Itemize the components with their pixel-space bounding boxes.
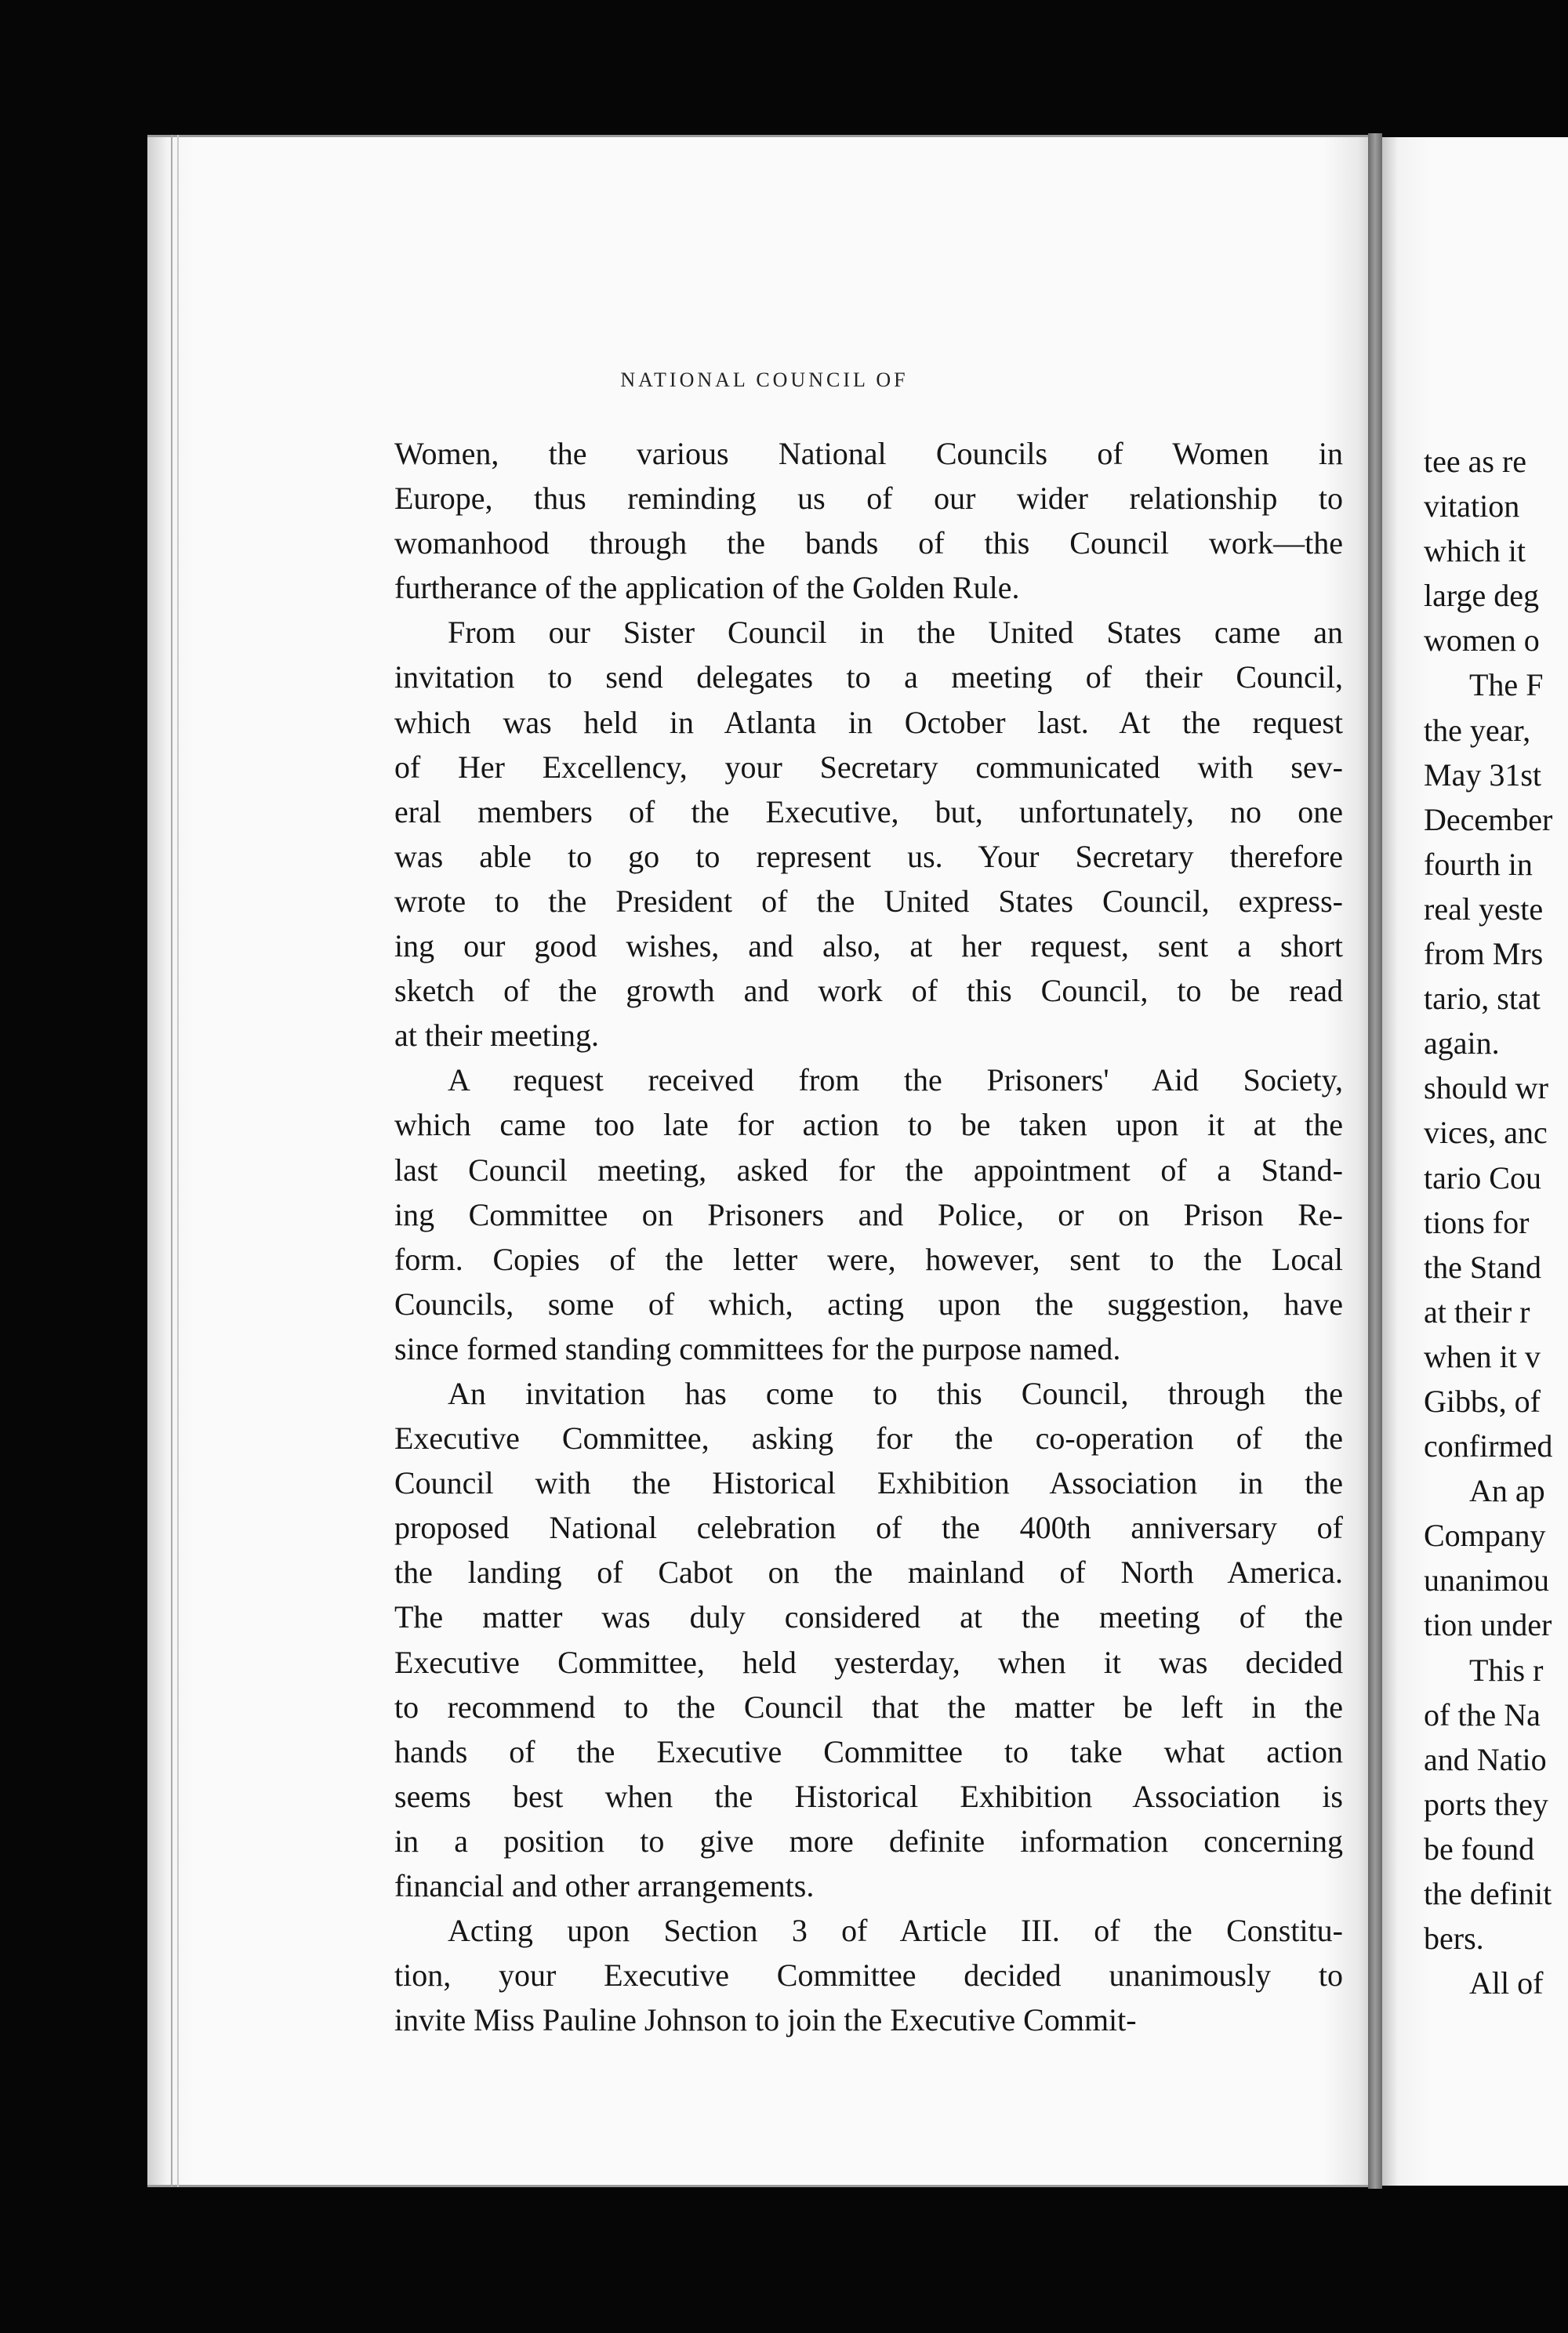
text-line: last Council meeting, asked for the appointment of a Stand- bbox=[394, 1152, 1343, 1188]
text-line: of Her Excellency, your Secretary communicated with sev- bbox=[394, 749, 1343, 785]
text-line: ing our good wishes, and also, at her request, sent a short bbox=[394, 928, 1343, 964]
text-line: confirmed bbox=[1424, 1428, 1553, 1464]
text-line: to recommend to the Council that the matter be left in the bbox=[394, 1689, 1343, 1725]
text-line: wrote to the President of the United States Council, express- bbox=[394, 883, 1343, 919]
text-line: which came too late for action to be taken upon it at the bbox=[394, 1107, 1343, 1143]
text-line: and Natio bbox=[1424, 1741, 1547, 1777]
left-page-text bbox=[394, 431, 1343, 2042]
text-line: real yeste bbox=[1424, 891, 1544, 927]
text-line: the landing of Cabot on the mainland of North America. bbox=[394, 1555, 1343, 1591]
book-gutter bbox=[1368, 133, 1382, 2189]
text-line: should wr bbox=[1424, 1070, 1548, 1106]
text-line: tion, your Executive Committee decided unanimously to bbox=[394, 1957, 1343, 1994]
text-line: Council with the Historical Exhibition Association in the bbox=[394, 1465, 1343, 1501]
text-line: From our Sister Council in the United States came an bbox=[448, 615, 1343, 651]
text-line: An ap bbox=[1469, 1473, 1545, 1509]
text-line: tario Cou bbox=[1424, 1159, 1541, 1196]
text-line: Executive Committee, asking for the co-operation of the bbox=[394, 1420, 1343, 1457]
text-line: of the Na bbox=[1424, 1696, 1541, 1733]
text-line: tion under bbox=[1424, 1607, 1552, 1643]
text-line: The matter was duly considered at the meeting of the bbox=[394, 1599, 1343, 1635]
text-line: large deg bbox=[1424, 578, 1539, 614]
text-line: December bbox=[1424, 801, 1553, 837]
text-line: invitation to send delegates to a meeting of their Council, bbox=[394, 659, 1343, 695]
text-line: since formed standing committees for the purpose named. bbox=[394, 1330, 1121, 1366]
text-line: from Mrs bbox=[1424, 936, 1544, 972]
text-line: tee as re bbox=[1424, 444, 1527, 479]
text-line: proposed National celebration of the 400th anniversary of bbox=[394, 1510, 1343, 1546]
text-line: Women, the various National Councils of Women in bbox=[394, 436, 1343, 471]
text-line: tario, stat bbox=[1424, 981, 1541, 1017]
text-line: the definit bbox=[1424, 1876, 1552, 1911]
text-line: women o bbox=[1424, 622, 1540, 659]
text-line: in a position to give more definite information concerning bbox=[394, 1823, 1343, 1859]
text-line: bers. bbox=[1424, 1921, 1484, 1957]
text-line: at their meeting. bbox=[394, 1018, 600, 1054]
text-line: hands of the Executive Committee to take what action bbox=[394, 1733, 1343, 1769]
right-page-text bbox=[1424, 439, 1568, 2005]
text-line: form. Copies of the letter were, however, sent to the Local bbox=[394, 1241, 1343, 1277]
text-line: seems best when the Historical Exhibition Association is bbox=[394, 1778, 1343, 1814]
text-line: which was held in Atlanta in October last. At the request bbox=[394, 704, 1343, 740]
text-line: Acting upon Section 3 of Article III. of the Constitu- bbox=[448, 1913, 1343, 1949]
text-line: vitation bbox=[1424, 488, 1520, 524]
running-head: NATIONAL COUNCIL OF bbox=[620, 368, 909, 391]
text-line: All of bbox=[1469, 1965, 1544, 2001]
text-line: was able to go to represent us. Your Secretary therefore bbox=[394, 838, 1343, 874]
text-line: furtherance of the application of the Golden Rule. bbox=[394, 570, 1020, 606]
text-line: A request received from the Prisoners' Aid Society, bbox=[448, 1062, 1343, 1098]
text-line: May 31st bbox=[1424, 757, 1541, 793]
text-line: at their r bbox=[1424, 1293, 1530, 1330]
text-line: unanimou bbox=[1424, 1562, 1549, 1598]
text-line: Executive Committee, held yesterday, when it was decided bbox=[394, 1644, 1343, 1680]
text-line: Gibbs, of bbox=[1424, 1383, 1541, 1419]
text-line: Europe, thus reminding us of our wider relationship to bbox=[394, 481, 1343, 517]
text-line: the year, bbox=[1424, 712, 1531, 748]
text-line: vices, anc bbox=[1424, 1115, 1548, 1151]
text-line: financial and other arrangements. bbox=[394, 1868, 815, 1903]
text-line: Councils, some of which, acting upon the suggestion, have bbox=[394, 1286, 1343, 1322]
text-line: An invitation has come to this Council, through the bbox=[448, 1375, 1343, 1411]
text-line: womanhood through the bands of this Council work—the bbox=[394, 525, 1343, 561]
text-line: ing Committee on Prisoners and Police, or on Prison Re- bbox=[394, 1196, 1343, 1232]
text-line: invite Miss Pauline Johnson to join the Executive Commit- bbox=[394, 2002, 1137, 2038]
text-line: Company bbox=[1424, 1518, 1546, 1554]
text-line: again. bbox=[1424, 1025, 1500, 1061]
text-line: when it v bbox=[1424, 1338, 1541, 1374]
text-line: the Stand bbox=[1424, 1249, 1541, 1285]
text-line: The F bbox=[1469, 667, 1544, 703]
text-line: tions for bbox=[1424, 1204, 1530, 1240]
text-line: be found bbox=[1424, 1830, 1535, 1867]
text-line: ports they bbox=[1424, 1786, 1548, 1822]
text-line: fourth in bbox=[1424, 846, 1533, 882]
text-line: eral members of the Executive, but, unfortunately, no one bbox=[394, 793, 1343, 829]
text-line: which it bbox=[1424, 533, 1526, 569]
text-line: This r bbox=[1469, 1652, 1544, 1688]
text-line: sketch of the growth and work of this Council, to be read bbox=[394, 973, 1343, 1009]
